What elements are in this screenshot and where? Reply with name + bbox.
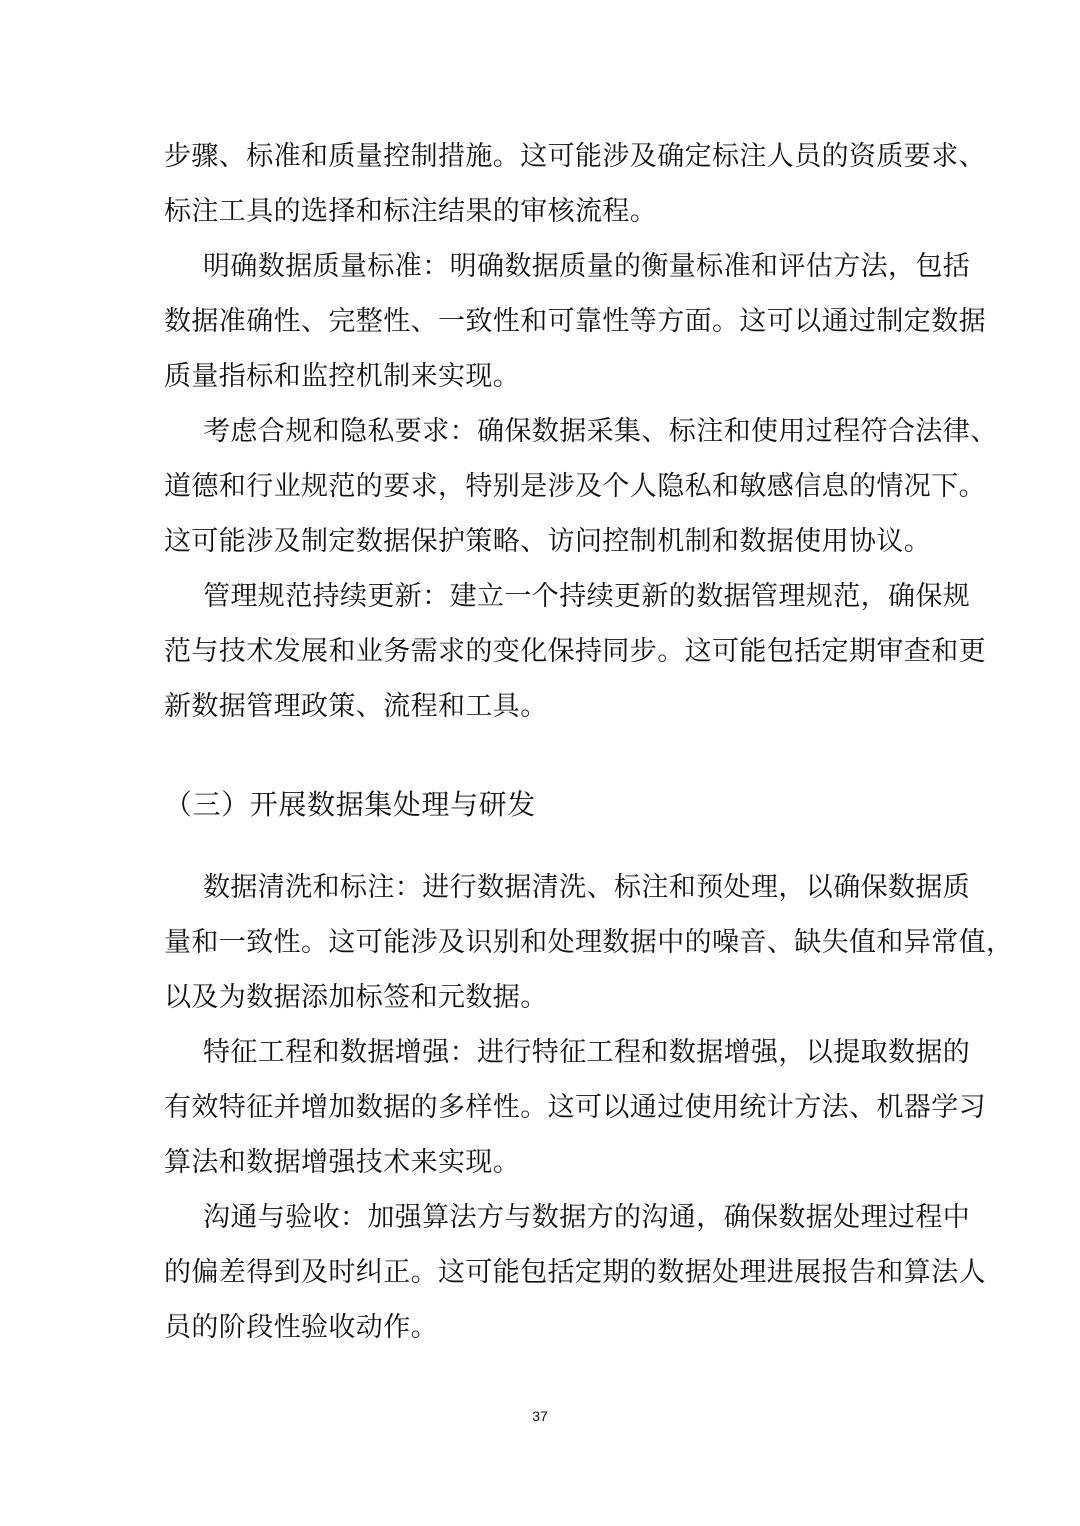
text-line: 标注工具的选择和标注结果的审核流程。: [164, 196, 658, 227]
text-line: 质量指标和监控机制来实现。: [164, 361, 521, 392]
page-number: 37: [532, 1408, 548, 1424]
paragraph: [164, 569, 986, 734]
text-line: 管理规范持续更新：建立一个持续更新的数据管理规范，确保规: [203, 581, 971, 612]
text-line: 以及为数据添加标签和元数据。: [164, 982, 548, 1013]
text-line: 这可能涉及制定数据保护策略、访问控制机制和数据使用协议。: [164, 526, 932, 557]
text-line: 的偏差得到及时纠正。这可能包括定期的数据处理进展报告和算法人: [164, 1257, 986, 1288]
text-line: 特征工程和数据增强：进行特征工程和数据增强，以提取数据的: [203, 1037, 971, 1068]
text-line: 有效特征并增加数据的多样性。这可以通过使用统计方法、机器学习: [164, 1092, 986, 1123]
paragraph: [164, 239, 986, 404]
text-line: 范与技术发展和业务需求的变化保持同步。这可能包括定期审查和更: [164, 636, 986, 667]
paragraph: [164, 860, 1014, 1025]
text-line: 考虑合规和隐私要求：确保数据采集、标注和使用过程符合法律、: [203, 416, 998, 447]
section-heading: （三）开展数据集处理与研发: [164, 788, 536, 821]
text-line: 明确数据质量标准：明确数据质量的衡量标准和评估方法，包括: [203, 251, 971, 282]
paragraph: [164, 1025, 986, 1190]
text-line: 沟通与验收：加强算法方与数据方的沟通，确保数据处理过程中: [203, 1202, 971, 1233]
paragraph: [164, 404, 998, 569]
paragraph: [164, 129, 986, 239]
text-line: 数据清洗和标注：进行数据清洗、标注和预处理，以确保数据质: [203, 872, 971, 903]
text-line: 道德和行业规范的要求，特别是涉及个人隐私和敏感信息的情况下。: [164, 471, 986, 502]
text-line: 算法和数据增强技术来实现。: [164, 1147, 521, 1178]
body-text-lower: [164, 860, 1014, 1355]
body-text-upper: [164, 129, 998, 734]
text-line: 数据准确性、完整性、一致性和可靠性等方面。这可以通过制定数据: [164, 306, 986, 337]
text-line: 员的阶段性验收动作。: [164, 1312, 438, 1343]
text-line: 新数据管理政策、流程和工具。: [164, 691, 548, 722]
text-line: 量和一致性。这可能涉及识别和处理数据中的噪音、缺失值和异常值，: [164, 927, 1014, 958]
text-line: 步骤、标准和质量控制措施。这可能涉及确定标注人员的资质要求、: [164, 141, 986, 172]
paragraph: [164, 1190, 986, 1355]
